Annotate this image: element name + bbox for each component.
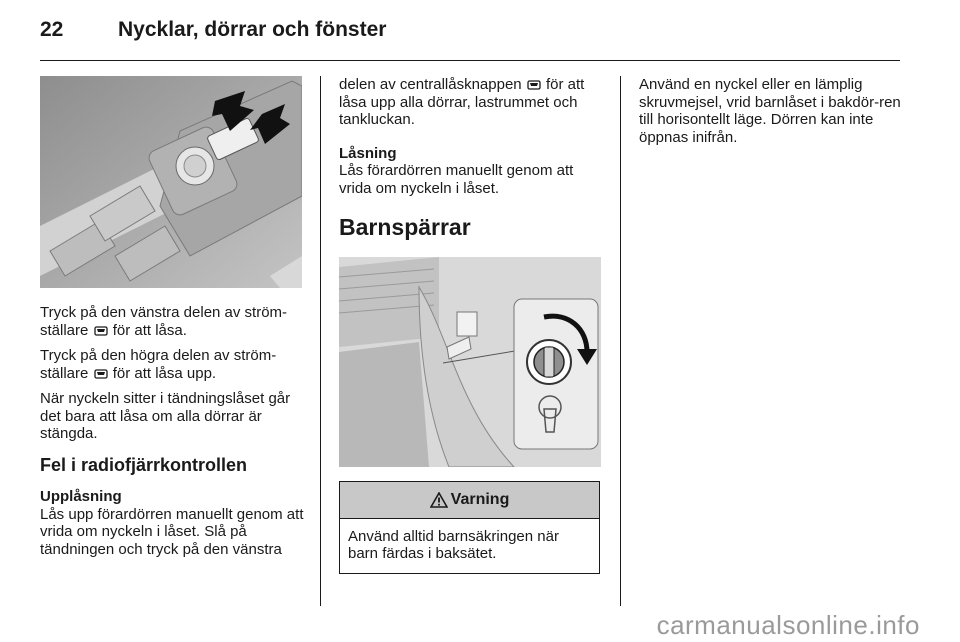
door-lock-switch-illustration <box>40 76 302 288</box>
warning-title: Varning <box>450 490 510 508</box>
paragraph-child-lock-instructions: Använd en nyckel eller en lämplig skruvmejsel, vrid barnlåset i bakdör-ren till horisontellt läge. Dörren kan inte öppnas inifrån. <box>639 76 901 146</box>
paragraph-ignition-note: När nyckeln sitter i tändningslåset går det bara att låsa om alla dörrar är stängda. <box>40 390 291 442</box>
child-lock-illustration <box>339 257 601 467</box>
paragraph-unlock: Tryck på den högra delen av ström-ställare för att låsa upp. <box>40 347 277 382</box>
column-divider-1 <box>320 76 321 606</box>
subheading-unlocking: Upplåsning <box>40 488 122 505</box>
heading-child-locks: Barnspärrar <box>339 214 471 240</box>
page-number: 22 <box>40 18 64 41</box>
column-divider-2 <box>620 76 621 606</box>
watermark: carmanualsonline.info <box>656 610 920 640</box>
paragraph-central-lock: delen av centrallåsknappen för att låsa upp alla dörrar, lastrummet och tankluckan. <box>339 76 585 128</box>
warning-box <box>339 481 600 574</box>
heading-remote-fault: Fel i radiofjärrkontrollen <box>40 454 248 475</box>
warning-text: Använd alltid barnsäkringen när barn färdas i baksätet. <box>348 527 559 562</box>
column-3 <box>639 76 905 154</box>
paragraph-lock: Tryck på den vänstra delen av ström-ställare för att låsa. <box>40 304 288 339</box>
paragraph-manual-lock: Lås förardörren manuellt genom att vrida om nyckeln i låset. <box>339 162 574 197</box>
car-lock-icon <box>94 325 108 337</box>
warning-header <box>340 482 599 519</box>
page-header <box>40 18 900 58</box>
warning-triangle-icon <box>430 492 448 508</box>
paragraph-manual-unlock: Lås upp förardörren manuellt genom att vrida om nyckeln i låset. Slå på tändningen och tryck på den vänstra <box>40 505 304 558</box>
header-rule <box>40 60 900 61</box>
page-title: Nycklar, dörrar och fönster <box>118 18 387 41</box>
car-lock-icon <box>94 368 108 380</box>
column-1 <box>40 76 306 566</box>
car-lock-icon <box>527 79 541 91</box>
subheading-locking: Låsning <box>339 144 397 162</box>
column-2 <box>339 76 605 574</box>
